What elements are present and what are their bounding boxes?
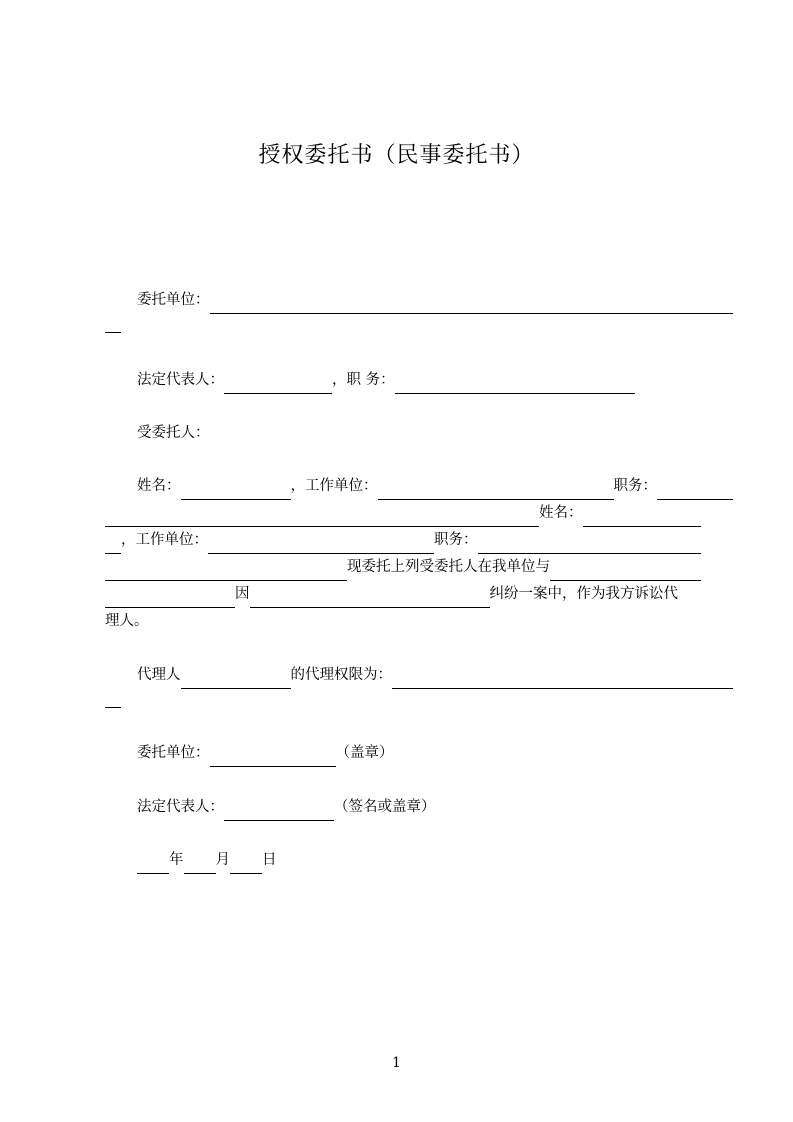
agent2-duty-field[interactable] [478, 535, 702, 554]
agent2-name-field-cont[interactable] [105, 535, 121, 554]
position-label: ，职 务： [332, 372, 395, 388]
seal-unit-field[interactable] [210, 748, 336, 767]
sign-note: （签名或盖章） [334, 799, 436, 815]
opposing-party-field-cont[interactable] [105, 589, 235, 608]
agent1-work-unit-field[interactable] [378, 481, 614, 500]
dispute-text: 纠纷一案中，作为我方诉讼代 [489, 586, 678, 602]
scope-row [105, 662, 733, 689]
agent2-row [105, 527, 701, 554]
dispute-cause-field[interactable] [250, 589, 490, 608]
date-row [105, 847, 733, 874]
agent1-duty-field[interactable] [657, 481, 733, 500]
legal-rep-row [105, 367, 733, 394]
document-title: 授权委托书（民事委托书） [258, 143, 535, 168]
principal-unit-field-cont[interactable] [105, 314, 121, 333]
year-field[interactable] [137, 855, 169, 874]
legal-rep-field[interactable] [224, 375, 332, 394]
principal-unit-continuation [105, 314, 701, 333]
agent1-name-label: 姓名： [137, 478, 181, 494]
seal-note: （盖章） [335, 745, 394, 761]
opposing-party-field[interactable] [550, 562, 701, 581]
agent1-work-unit-label: ，工作单位： [290, 478, 378, 494]
position-field[interactable] [395, 375, 635, 394]
year-label: 年 [169, 852, 184, 868]
scope-field[interactable] [392, 670, 733, 689]
agent-name-field[interactable] [181, 670, 291, 689]
sign-rep-label: 法定代表人： [137, 799, 224, 815]
cause-row [105, 581, 701, 608]
agent1-row [105, 473, 733, 500]
agent-label: 受委托人： [137, 425, 210, 441]
principal-unit-field[interactable] [210, 295, 734, 314]
seal-unit-label: 委托单位： [137, 745, 210, 761]
agent2-work-unit-label: ，工作单位： [121, 532, 208, 548]
scope-label: 的代理权限为： [290, 667, 392, 683]
agent2-name-field[interactable] [583, 508, 702, 527]
agent1-duty-field-cont[interactable] [105, 508, 539, 527]
day-field[interactable] [230, 855, 262, 874]
scope-continuation [105, 689, 701, 708]
sign-rep-field[interactable] [224, 802, 334, 821]
cause-text: 因 [235, 586, 250, 602]
scope-field-cont[interactable] [105, 689, 121, 708]
page-number: 1 [392, 1055, 401, 1071]
agent2-name-label: 姓名： [539, 505, 583, 521]
month-label: 月 [215, 852, 230, 868]
agent-end-row [105, 608, 701, 635]
agent1-duty-label: 职务： [613, 478, 657, 494]
agent2-duty-label: 职务： [434, 532, 478, 548]
principal-unit-row [105, 287, 733, 314]
agent2-work-unit-field[interactable] [208, 535, 434, 554]
agent1-duty-continuation [105, 500, 701, 527]
agent1-name-field[interactable] [181, 481, 291, 500]
agent2-duty-field-cont[interactable] [105, 562, 347, 581]
legal-rep-label: 法定代表人： [137, 372, 224, 388]
agent-end-text: 理人。 [105, 613, 149, 629]
agent-row [105, 420, 733, 447]
seal-row [105, 740, 733, 767]
entrust-row [105, 554, 701, 581]
month-field[interactable] [184, 855, 216, 874]
entrust-text: 现委托上列受委托人在我单位与 [347, 559, 550, 575]
day-label: 日 [262, 852, 277, 868]
principal-unit-label: 委托单位： [137, 292, 210, 308]
sign-row [105, 794, 733, 821]
agent-prefix-label: 代理人 [137, 667, 181, 683]
